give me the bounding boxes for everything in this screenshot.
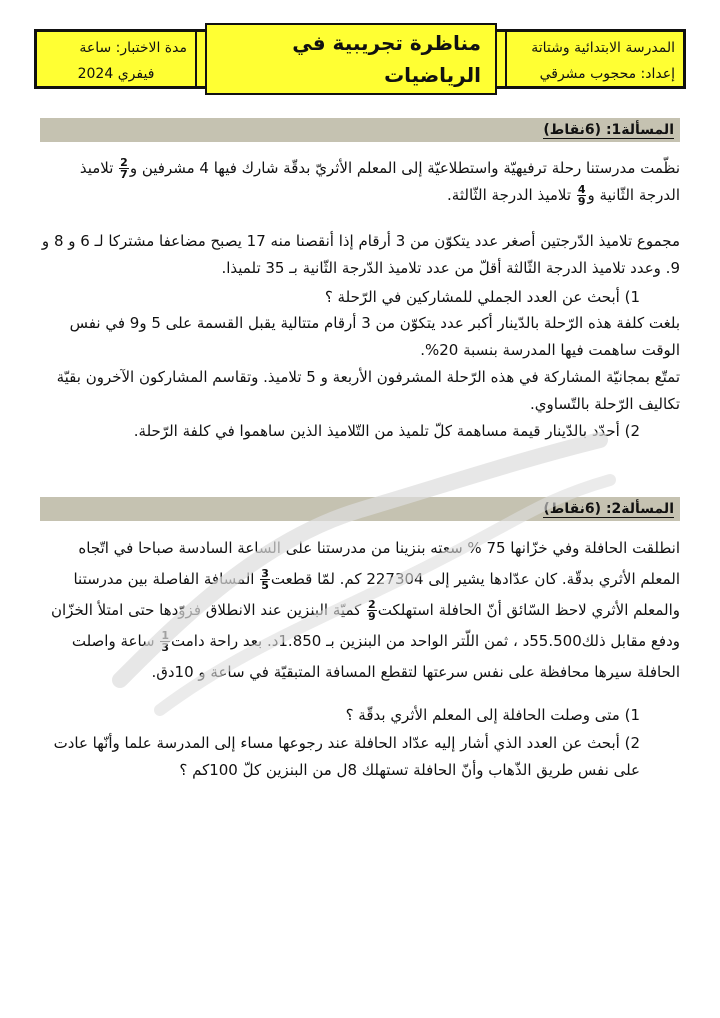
author-name: إعداد: محجوب مشرقي [539, 66, 675, 82]
fraction-numerator: 4 [577, 183, 586, 196]
problem1-intro [40, 155, 680, 209]
fraction-numerator: 3 [261, 567, 269, 580]
problem1-heading-bar [40, 118, 680, 142]
exam-date: فيفري 2024 [77, 66, 155, 82]
problem2-paragraph [40, 533, 680, 688]
school-name: المدرسة الابتدائية وشتاتة [531, 40, 675, 56]
header-info-cell [37, 32, 195, 86]
fraction-denominator: 7 [120, 168, 128, 181]
fraction-numerator: 2 [368, 598, 376, 611]
problem1-paragraph2: مجموع تلاميذ الدّرجتين أصغر عدد يتكوّن من 3 أرقام إذا أنقصنا منه 17 يصبح مضاعفا مشتركا لـ 6 و 8 و 9. وعدد تلاميذ الدرجة الثّالثة أقلّ من عدد تلاميذ الدّرجة الثّانية بـ 35 تلميذا. [41, 232, 680, 277]
problem1-question2: 2) أحدّد بالدّينار قيمة مساهمة كلّ تلميذ من التّلاميذ الذين ساهموا في كلفة الرّحلة. [133, 422, 640, 440]
fraction-numerator: 2 [120, 156, 128, 169]
fraction-denominator: 9 [368, 610, 376, 623]
problem2-heading: المسألة2: (6نقاط) [543, 501, 674, 517]
exam-duration: مدة الاختبار: ساعة [79, 40, 187, 56]
problem2-question1: 1) متى وصلت الحافلة إلى المعلم الأثري بدقّة ؟ [345, 706, 640, 724]
problem1-heading: المسألة1: (6نقاط) [543, 122, 674, 138]
fraction-denominator: 9 [577, 195, 586, 208]
problem2-text-d: ساعة واصلت الحافلة سيرها محافظة على نفس سرعتها لتقطع المسافة المتبقيّة في ساعة و 10دق. [71, 632, 680, 681]
problem1-paragraph4: تمتّع بمجانيّة المشاركة في هذه الرّحلة المشرفون الأربعة و 5 تلاميذ. وتقاسم المشاركون الآخرون بقيّة تكاليف الرّحلة بالتّساوي. [56, 368, 680, 413]
fraction-denominator: 3 [161, 641, 170, 654]
problem1-intro-text-b: تلاميذ الدرجة الثّانية و [79, 159, 680, 204]
problem2-text-a: انطلقت الحافلة وفي خزّانها 75 % سعته بنزينا من مدرستنا على الساعة السادسة صباحا في اتّجاه المعلم الأثري بدقّة. كان عدّادها يشير إلى 227304 كم. لمّا قطعت [78, 539, 680, 588]
problem1-paragraph3: بلغت كلفة هذه الرّحلة بالدّينار أكبر عدد يتكوّن من 3 أرقام متتالية يقبل القسمة على 5 و9 في نفس الوقت ساهمت فيها المدرسة بنسبة 20%. [69, 314, 680, 359]
fraction-one-third [160, 630, 170, 653]
problem1-intro-text-c: تلاميذ الدرجة الثّالثة. [447, 186, 576, 204]
fraction-three-fifths [260, 568, 270, 591]
problem1-intro-text-a: نظّمت مدرستنا رحلة ترفيهيّة واستطلاعيّة إلى المعلم الأثريّ بدقّة شارك فيها 4 مشرفين و [129, 159, 680, 177]
fraction-four-ninths [577, 184, 587, 207]
exam-title: مناظرة تجريبية في الرياضيات [205, 23, 497, 95]
problem2-heading-bar [40, 497, 680, 521]
problem2-question2: 2) أبحث عن العدد الذي أشار إليه عدّاد الحافلة عند رجوعها مساء إلى المدرسة علما وأنّها عادت على نفس طريق الذّهاب وأنّ الحافلة تستهلك 8ل من البنزين كلّ 100كم ؟ [53, 734, 640, 779]
fraction-two-ninths [367, 599, 377, 622]
problem2-text-c: كميّة البنزين عند الانطلاق فزوّدها حتى امتلأ الخزّان ودفع مقابل ذلك55.500د ، ثمن اللّتر الواحد من البنزين بـ 1.850د. بعد راحة دامت [50, 601, 680, 650]
problem2-text-b: المسافة الفاصلة بين مدرستنا والمعلم الأثري لاحظ السّائق أنّ الحافلة استهلكت [73, 570, 680, 619]
fraction-denominator: 5 [261, 579, 269, 592]
fraction-two-sevenths [119, 157, 129, 180]
problem1-question1: 1) أبحث عن العدد الجملي للمشاركين في الرّحلة ؟ [324, 288, 640, 306]
header-title-cell [195, 32, 505, 86]
exam-header [34, 29, 686, 89]
fraction-numerator: 1 [161, 629, 170, 642]
header-school-cell [505, 32, 683, 86]
